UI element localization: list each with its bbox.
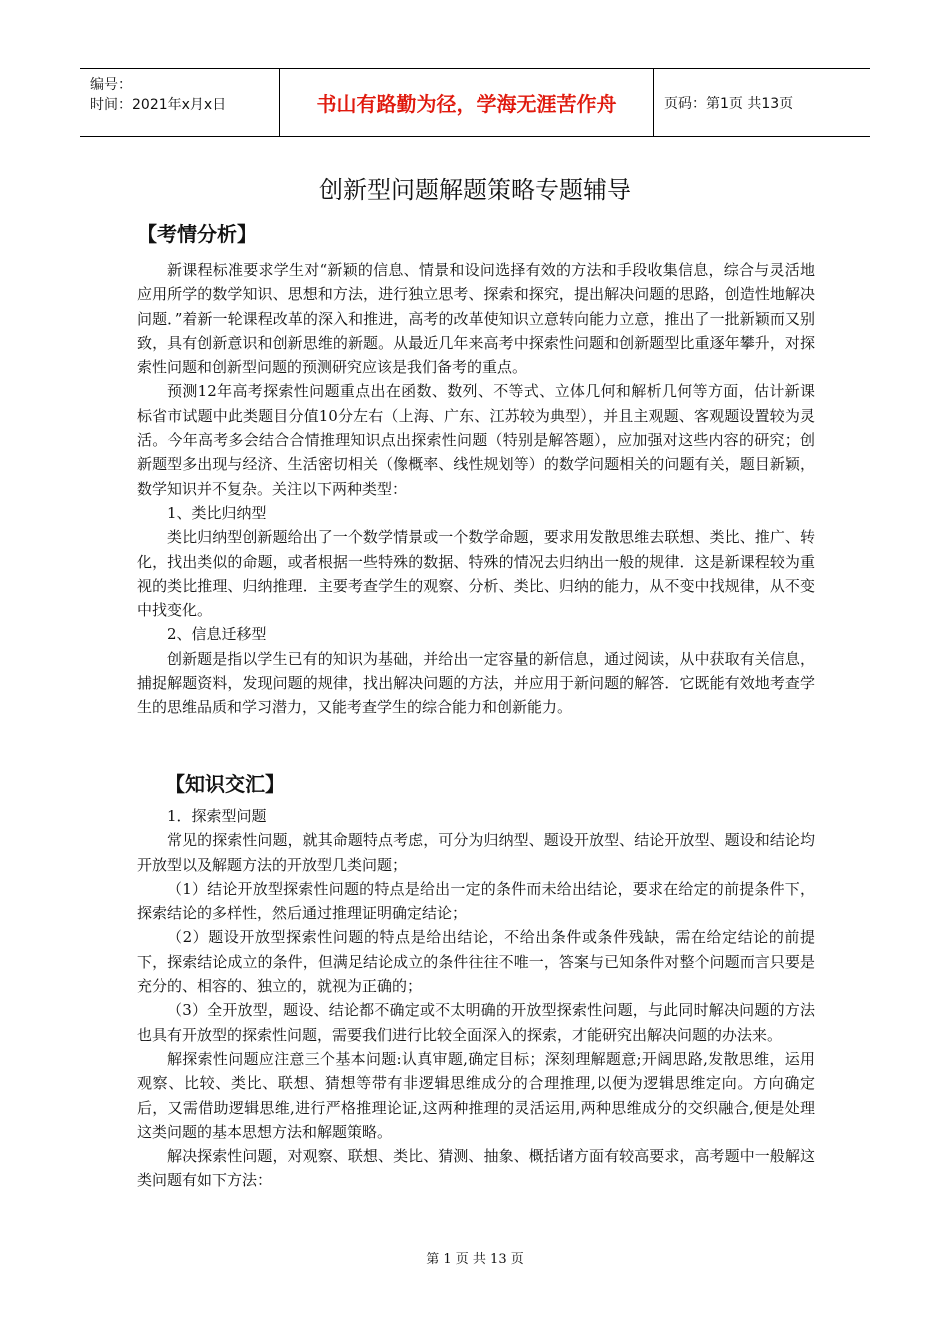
paragraph: 创新题是指以学生已有的知识为基础，并给出一定容量的新信息，通过阅读，从中获取有关信息，捕捉解题资料，发现问题的规律，找出解决问题的方法，并应用于新问题的解答．它既能有效地考查学生的思维品质和学习潜力，又能考查学生的综合能力和创新能力。: [137, 649, 815, 717]
section-heading-analysis: 【考情分析】: [137, 222, 257, 246]
paragraph: 1、类比归纳型: [167, 503, 267, 522]
section-body-analysis: [137, 258, 815, 720]
paragraph: 解决探索性问题，对观察、联想、类比、猜测、抽象、概括诸方面有较高要求，高考题中一般解这类问题有如下方法：: [137, 1147, 815, 1190]
page-footer: 第 1 页 共 13 页: [426, 1252, 524, 1267]
paragraph: （1）结论开放型探索性问题的特点是给出一定的条件而未给出结论，要求在给定的前提条件下，探索结论的多样性，然后通过推理证明确定结论；: [137, 879, 815, 923]
header-left-cell: [80, 69, 280, 136]
serial-label: 编号：: [90, 77, 132, 93]
section-body-knowledge: [137, 804, 815, 1193]
date-label: 时间：2021年x月x日: [90, 97, 227, 113]
paragraph: （2）题设开放型探索性问题的特点是给出结论，不给出条件或条件残缺，需在给定结论的前提下，探索结论成立的条件，但满足结论成立的条件往往不唯一，答案与已知条件对整个问题而言只要是充分的、相容的、独立的，就视为正确的；: [137, 928, 815, 996]
paragraph: 常见的探索性问题，就其命题特点考虑，可分为归纳型、题设开放型、结论开放型、题设和结论均开放型以及解题方法的开放型几类问题；: [137, 831, 815, 874]
paragraph: 新课程标准要求学生对“新颖的信息、情景和设问选择有效的方法和手段收集信息，综合与灵活地应用所学的数学知识、思想和方法，进行独立思考、探索和探究，提出解决问题的思路，创造性地解决问题．”着新一轮课程改革的深入和推进，高考的改革使知识立意转向能力立意，推出了一批新颖而又别致，具有创新意识和创新思维的新题。从最近几年来高考中探索性问题和创新题型比重逐年攀升，对探索性问题和创新型问题的预测研究应该是我们备考的重点。: [137, 261, 815, 377]
page-label: 页码：第1页 共13页: [664, 95, 794, 112]
paragraph: 预测12年高考探索性问题重点出在函数、数列、不等式、立体几何和解析几何等方面，估计新课标省市试题中此类题目分值10分左右（上海、广东、江苏较为典型），并且主观题、客观题设置较为灵活。今年高考多会结合合情推理知识点出探索性问题（特别是解答题），应加强对这些内容的研究；创新题型多出现与经济、生活密切相关（像概率、线性规划等）的数学问题相关的问题有关，题目新颖，数学知识并不复杂。关注以下两种类型：: [137, 382, 815, 498]
paragraph: 1．探索型问题: [167, 807, 267, 825]
document-title: 创新型问题解题策略专题辅导: [319, 176, 631, 204]
paragraph: 解探索性问题应注意三个基本问题:认真审题,确定目标；深刻理解题意;开阔思路,发散思维，运用观察、比较、类比、联想、猜想等带有非逻辑思维成分的合理推理,以便为逻辑思维定向。方向确定后，又需借助逻辑思维,进行严格推理论证,这两种推理的灵活运用,两种思维成分的交织融合,便是处理这类问题的基本思想方法和解题策略。: [137, 1049, 815, 1141]
paragraph: 类比归纳型创新题给出了一个数学情景或一个数学命题，要求用发散思维去联想、类比、推广、转化，找出类似的命题，或者根据一些特殊的数据、特殊的情况去归纳出一般的规律．这是新课程较为重视的类比推理、归纳推理．主要考查学生的观察、分析、类比、归纳的能力，从不变中找规律，从不变中找变化。: [137, 528, 815, 620]
section-heading-knowledge: 【知识交汇】: [165, 772, 285, 796]
paragraph: （3）全开放型，题设、结论都不确定或不太明确的开放型探索性问题，与此同时解决问题的方法也具有开放型的探索性问题，需要我们进行比较全面深入的探索，才能研究出解决问题的办法来。: [137, 1001, 815, 1044]
paragraph: 2、信息迁移型: [167, 625, 267, 644]
page-header: [80, 68, 870, 137]
motto: 书山有路勤为径，学海无涯苦作舟: [280, 69, 654, 136]
